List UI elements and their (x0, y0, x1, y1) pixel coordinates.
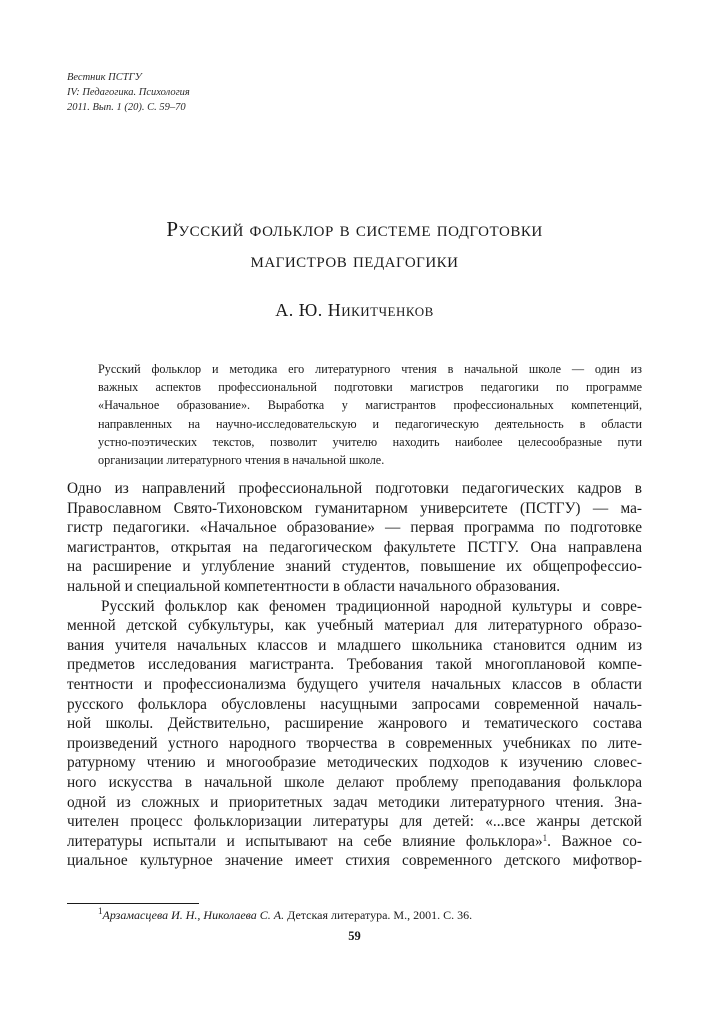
body-line: гистр педагогики. «Начальное образование» — первая программа по подготовке (67, 519, 642, 537)
article-author: А. Ю. Никитченков (275, 300, 434, 320)
body-line: на расширение и углубление знаний студентов, повышение их общепрофессио- (67, 558, 642, 576)
footnote-mark: 1 (98, 906, 103, 916)
abstract-line: «Начальное образование». Выработка у магистрантов профессиональных компетенций, (98, 398, 642, 413)
body-line: Одно из направлений профессиональной подготовки педагогических кадров в (67, 480, 642, 497)
abstract-line: важных аспектов профессиональной подготовки магистров педагогики по программе (98, 380, 642, 395)
journal-name: Вестник ПСТГУ (67, 72, 142, 83)
body-line: тентности и профессионализма будущего учителя начальных классов в области (67, 675, 642, 693)
footnote-text: Детская литература. М., 2001. С. 36. (284, 908, 473, 922)
body-line: Русский фольклор как феномен традиционной народной культуры и совре- (101, 597, 642, 615)
body-line: ной школы. Действительно, расширение жанрового и тематического состава (67, 715, 642, 733)
body-line: произведений устного народного творчества в современных учебниках по лите- (67, 734, 642, 752)
body-line: магистрантов, открытая на педагогическом факультете ПСТГУ. Она направлена (67, 538, 642, 556)
journal-series: IV: Педагогика. Психология (67, 87, 190, 98)
body-line: менной детской субкультуры, как учебный материал для литературного образо- (67, 617, 642, 635)
body-line: Православном Свято-Тихоновском гуманитарном университете (ПСТГУ) — ма- (67, 499, 642, 517)
article-title (0, 214, 709, 276)
abstract-line: организации литературного чтения в начальной школе. (98, 453, 385, 468)
journal-header (67, 70, 190, 115)
footnote (98, 908, 472, 923)
abstract (98, 360, 642, 469)
footnote-divider (67, 903, 199, 904)
abstract-line: направленных на научно-исследовательскую и педагогическую деятельность в области (98, 416, 642, 431)
title-line: магистров педагогики (250, 248, 459, 272)
body-text: . Важное со- (547, 832, 642, 850)
body-line (67, 832, 642, 852)
body-line: одной из сложных и приоритетных задач методики литературного чтения. Зна- (67, 793, 642, 811)
body-line: циальное культурное значение имеет стихия современного детского мифотвор- (67, 852, 642, 870)
journal-issue: 2011. Вып. 1 (20). С. 59–70 (67, 102, 186, 113)
body-line: русского фольклора обусловлены насущными запросами современной началь- (67, 695, 642, 713)
footnote-ref[interactable]: 1 (542, 832, 548, 843)
body-line: предметов исследования магистранта. Требования такой многоплановой компе- (67, 656, 642, 674)
article-body (67, 479, 642, 871)
body-text: литературы испытали и испытывают на себе влияние фольклора» (67, 832, 543, 850)
body-line: нальной и специальной компетентности в области начального образования. (67, 577, 561, 595)
body-line: вания учителя начальных классов и младшего школьника становится одним из (67, 636, 642, 654)
title-line: Русский фольклор в системе подготовки (166, 217, 543, 241)
abstract-line: Русский фольклор и методика его литературного чтения в начальной школе — один из (98, 362, 642, 376)
page-number: 59 (348, 929, 361, 943)
footnote-authors: Арзамасцева И. Н., Николаева С. А. (102, 908, 285, 922)
body-line: чителен процесс фольклоризации литературы для детей: «...все жанры детской (67, 813, 642, 831)
abstract-line: устно-поэтических текстов, позволит учителю находить наиболее целесообразные пути (98, 434, 642, 449)
body-line: ного искусства в начальной школе делают проблему преподавания фольклора (67, 773, 642, 791)
body-line: ратурному чтению и многообразие методических подходов к изучению словес- (67, 754, 642, 772)
